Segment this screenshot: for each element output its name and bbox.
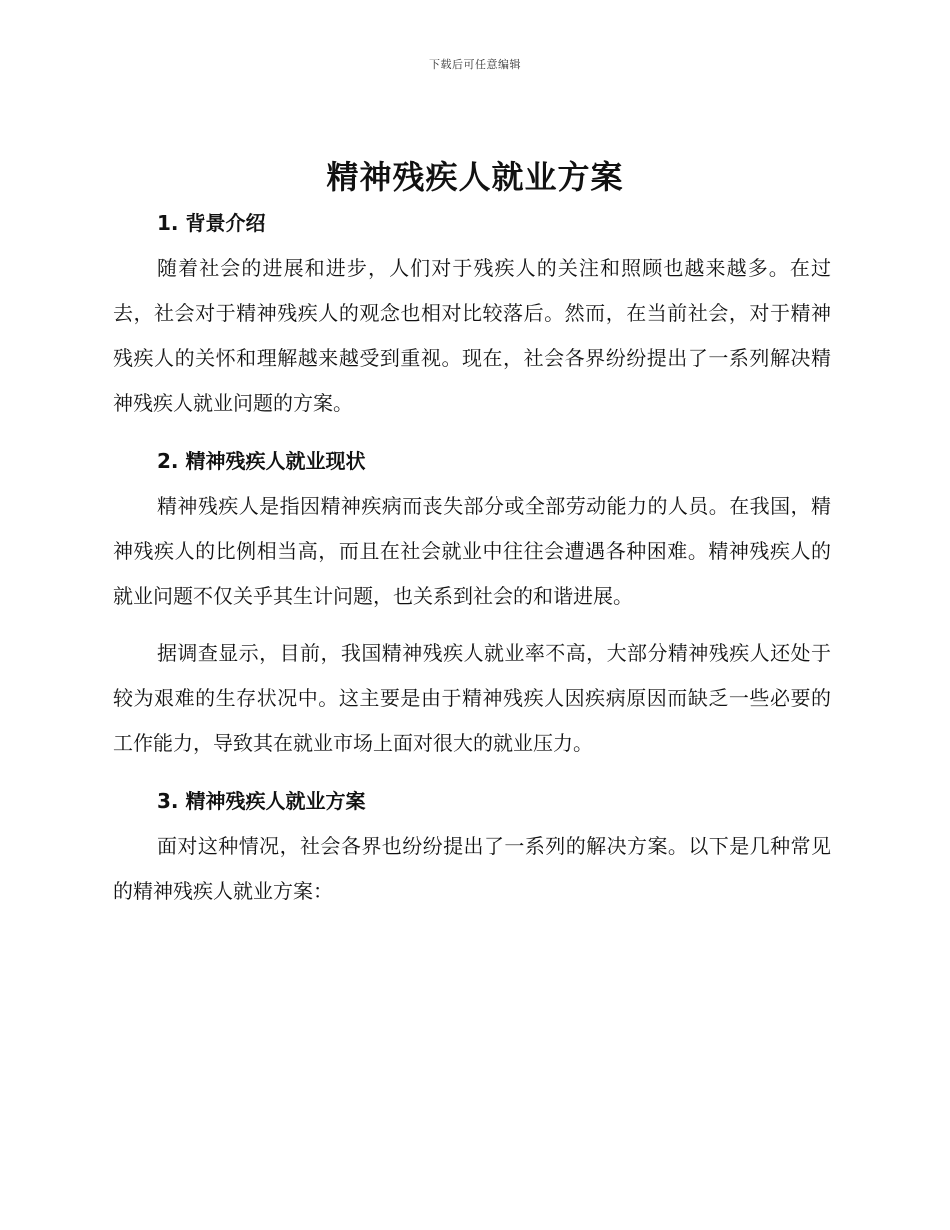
header-note: 下载后可任意编辑 bbox=[429, 58, 521, 71]
paragraph-1-1: 随着社会的进展和进步，人们对于残疾人的关注和照顾也越来越多。在过去，社会对于精神残疾人的观念也相对比较落后。然而，在当前社会，对于精神残疾人的关怀和理解越来越受到重视。现在，社会各界纷纷提出了一系列解决精神残疾人就业问题的方案。 bbox=[113, 256, 831, 415]
section-heading-2: 2. 精神残疾人就业现状 bbox=[157, 449, 366, 473]
paragraph-2-2: 据调查显示，目前，我国精神残疾人就业率不高，大部分精神残疾人还处于较为艰难的生存状况中。这主要是由于精神残疾人因疾病原因而缺乏一些必要的工作能力，导致其在就业市场上面对很大的就业压力。 bbox=[113, 641, 831, 755]
paragraph-2-1: 精神残疾人是指因精神疾病而丧失部分或全部劳动能力的人员。在我国，精神残疾人的比例相当高，而且在社会就业中往往会遭遇各种困难。精神残疾人的就业问题不仅关乎其生计问题，也关系到社会的和谐进展。 bbox=[113, 494, 831, 608]
paragraph-3-1: 面对这种情况，社会各界也纷纷提出了一系列的解决方案。以下是几种常见的精神残疾人就业方案： bbox=[113, 834, 831, 903]
section-heading-3: 3. 精神残疾人就业方案 bbox=[157, 789, 366, 813]
document-body bbox=[113, 200, 831, 926]
section-heading-1: 1. 背景介绍 bbox=[157, 211, 266, 235]
page-title: 精神残疾人就业方案 bbox=[326, 158, 624, 196]
